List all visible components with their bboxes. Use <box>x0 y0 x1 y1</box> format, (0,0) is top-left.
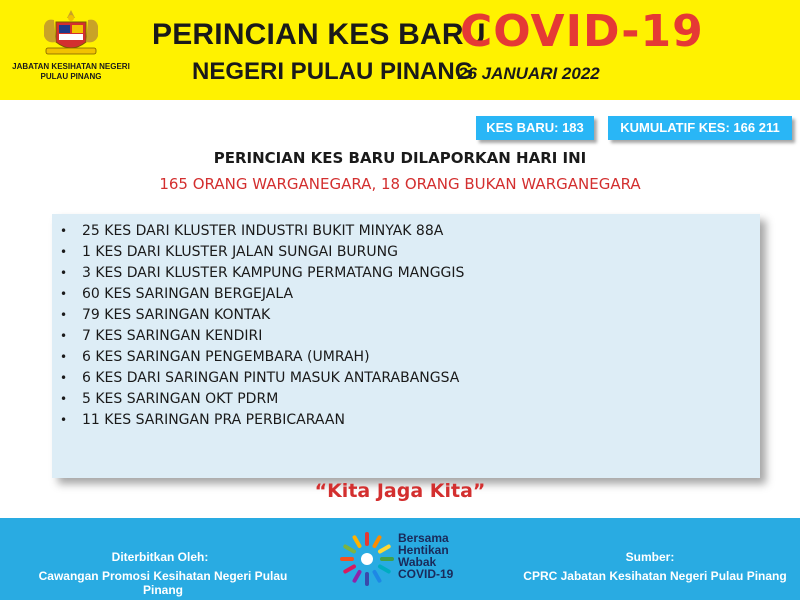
case-text: 6 KES DARI SARINGAN PINTU MASUK ANTARABANGSA <box>82 370 460 386</box>
list-item <box>52 368 760 389</box>
bullet-icon: • <box>60 329 68 343</box>
citizenship-breakdown: 165 ORANG WARGANEGARA, 18 ORANG BUKAN WARGANEGARA <box>159 175 641 193</box>
bullet-icon: • <box>60 287 68 301</box>
published-by-label: Diterbitkan Oleh: <box>111 550 209 564</box>
case-text: 6 KES SARINGAN PENGEMBARA (UMRAH) <box>82 349 370 365</box>
new-cases-badge: KES BARU: 183 <box>476 116 594 140</box>
case-text: 11 KES SARINGAN PRA PERBICARAAN <box>82 412 345 428</box>
list-item <box>52 326 760 347</box>
bullet-icon: • <box>60 266 68 280</box>
campaign-line: Wabak <box>398 555 437 569</box>
bullet-icon: • <box>60 371 68 385</box>
report-date: 26 JANUARI 2022 <box>458 64 600 83</box>
page-title: PERINCIAN KES BARU <box>152 18 486 51</box>
case-text: 79 KES SARINGAN KONTAK <box>82 307 271 323</box>
case-text: 3 KES DARI KLUSTER KAMPUNG PERMATANG MANGGIS <box>82 265 465 281</box>
campaign-line: COVID-19 <box>398 567 454 581</box>
list-item <box>52 263 760 284</box>
cumulative-cases-badge: KUMULATIF KES: 166 211 <box>608 116 792 140</box>
organization-name: JABATAN KESIHATAN NEGERI PULAU PINANG <box>12 62 130 81</box>
list-item <box>52 242 760 263</box>
list-item <box>52 305 760 326</box>
coat-of-arms-logo <box>36 8 106 60</box>
footer-bar <box>0 518 800 600</box>
campaign-burst-icon <box>338 530 396 588</box>
list-item <box>52 389 760 410</box>
bullet-icon: • <box>60 245 68 259</box>
bullet-icon: • <box>60 350 68 364</box>
campaign-line: Bersama <box>398 531 449 545</box>
bullet-icon: • <box>60 392 68 406</box>
case-details-panel <box>52 214 760 478</box>
bullet-icon: • <box>60 224 68 238</box>
bullet-icon: • <box>60 308 68 322</box>
header-banner <box>0 0 800 100</box>
list-item <box>52 284 760 305</box>
campaign-line: Hentikan <box>398 543 449 557</box>
case-text: 60 KES SARINGAN BERGEJALA <box>82 286 294 302</box>
campaign-logo-text <box>398 532 488 580</box>
list-item <box>52 347 760 368</box>
source-label: Sumber: <box>625 550 675 564</box>
published-by: Cawangan Promosi Kesihatan Negeri Pulau Pinang <box>38 569 288 597</box>
case-text: 1 KES DARI KLUSTER JALAN SUNGAI BURUNG <box>82 244 398 260</box>
source: CPRC Jabatan Kesihatan Negeri Pulau Pinang <box>523 569 787 583</box>
case-text: 25 KES DARI KLUSTER INDUSTRI BUKIT MINYAK 88A <box>82 223 444 239</box>
list-item <box>52 221 760 242</box>
case-text: 7 KES SARINGAN KENDIRI <box>82 328 263 344</box>
bullet-icon: • <box>60 413 68 427</box>
case-list <box>52 214 760 431</box>
state-name: NEGERI PULAU PINANG <box>192 58 474 85</box>
section-heading: PERINCIAN KES BARU DILAPORKAN HARI INI <box>213 149 587 167</box>
case-text: 5 KES SARINGAN OKT PDRM <box>82 391 279 407</box>
covid-title: COVID-19 <box>460 6 704 57</box>
list-item <box>52 410 760 431</box>
slogan: “Kita Jaga Kita” <box>314 480 486 502</box>
